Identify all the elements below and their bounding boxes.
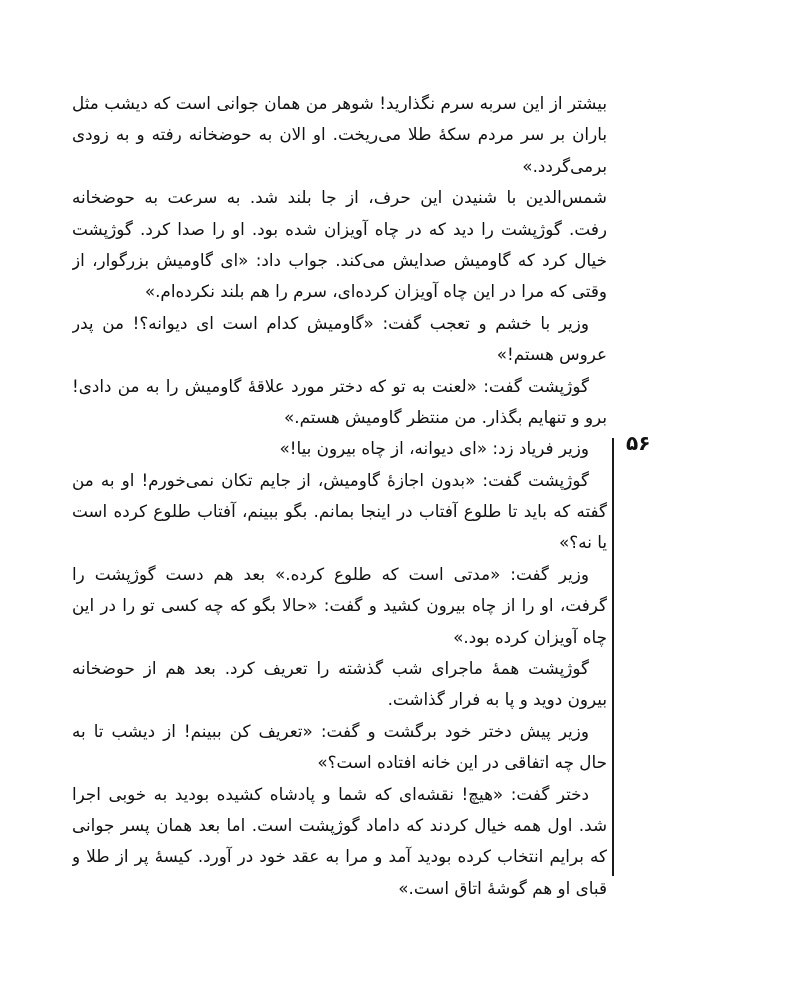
text-line: برمی‌گردد.»: [522, 155, 607, 176]
text-line: عروس هستم!»: [496, 344, 607, 365]
text-line: وزیر با خشم و تعجب گفت: «گاومیش کدام است ای دیوانه؟! من پدر: [72, 312, 589, 333]
text-line: قبای او هم گوشهٔ اتاق است.»: [398, 877, 607, 898]
text-line: دختر گفت: «هیچ! نقشه‌ای که شما و پادشاه کشیده بودید به خوبی اجرا: [72, 783, 589, 804]
text-line: بیشتر از این سربه سرم نگذارید! شوهر من همان جوانی است که دیشب مثل: [72, 93, 607, 113]
text-line: بیرون دوید و پا به فرار گذاشت.: [387, 689, 607, 710]
text-line: باران بر سر مردم سکهٔ طلا می‌ریخت. او الان به حوضخانه رفته و به زودی: [72, 124, 607, 145]
text-line: برو و تنهایم بگذار. من منتظر گاومیش هستم.»: [284, 406, 607, 427]
text-line: گرفت، او را از چاه بیرون کشید و گفت: «حالا بگو که چه کسی تو را در این: [72, 595, 607, 616]
text-line: گوژپشت همهٔ ماجرای شب گذشته را تعریف کرد. بعد هم از حوضخانه: [72, 658, 589, 679]
text-line: وزیر فریاد زد: «ای دیوانه، از چاه بیرون بیا!»: [279, 438, 589, 459]
text-line: وقتی که مرا در این چاه آویزان کرده‌ای، سرم را هم بلند نکرده‌ام.»: [144, 281, 607, 302]
text-line: وزیر پیش دختر خود برگشت و گفت: «تعریف کن ببینم! از دیشب تا به: [72, 720, 589, 741]
text-line: رفت. گوژپشت را دید که در چاه آویزان شده بود. او را صدا کرد. گوژپشت: [72, 218, 607, 239]
text-line: خیال کرد که گاومیش صدایش می‌کند. جواب داد: «ای گاومیش بزرگوار، از: [72, 249, 607, 270]
text-line: که برایم انتخاب کرده بودید آمد و مرا به عقد خود در آورد. کیسهٔ پر از طلا و: [72, 846, 607, 867]
text-line: یا نه؟»: [559, 532, 607, 553]
text-line: شمس‌الدین با شنیدن این حرف، از جا بلند شد. به سرعت به حوضخانه: [72, 187, 607, 208]
text-line: شد. اول همه خیال کردند که داماد گوژپشت است. اما بعد همان پسر جوانی: [72, 814, 607, 835]
text-line: وزیر گفت: «مدتی است که طلوع کرده.» بعد هم دست گوژپشت را: [72, 563, 589, 584]
text-line: گوژپشت گفت: «بدون اجازهٔ گاومیش، از جایم تکان نمی‌خورم! او به من: [72, 469, 589, 490]
text-line: گوژپشت گفت: «لعنت به تو که دختر مورد علاقهٔ گاومیش را به من دادی!: [72, 375, 589, 396]
page-number: ۵۶: [626, 431, 651, 455]
text-line: حال چه اتفاقی در این خانه افتاده است؟»: [317, 752, 607, 773]
text-line: گفته که باید تا طلوع آفتاب در اینجا بمانم. بگو ببینم، آفتاب طلوع کرده است: [72, 501, 607, 522]
text-line: چاه آویزان کرده بود.»: [453, 626, 607, 647]
margin-rule: [612, 438, 614, 876]
body-text: [72, 88, 607, 904]
